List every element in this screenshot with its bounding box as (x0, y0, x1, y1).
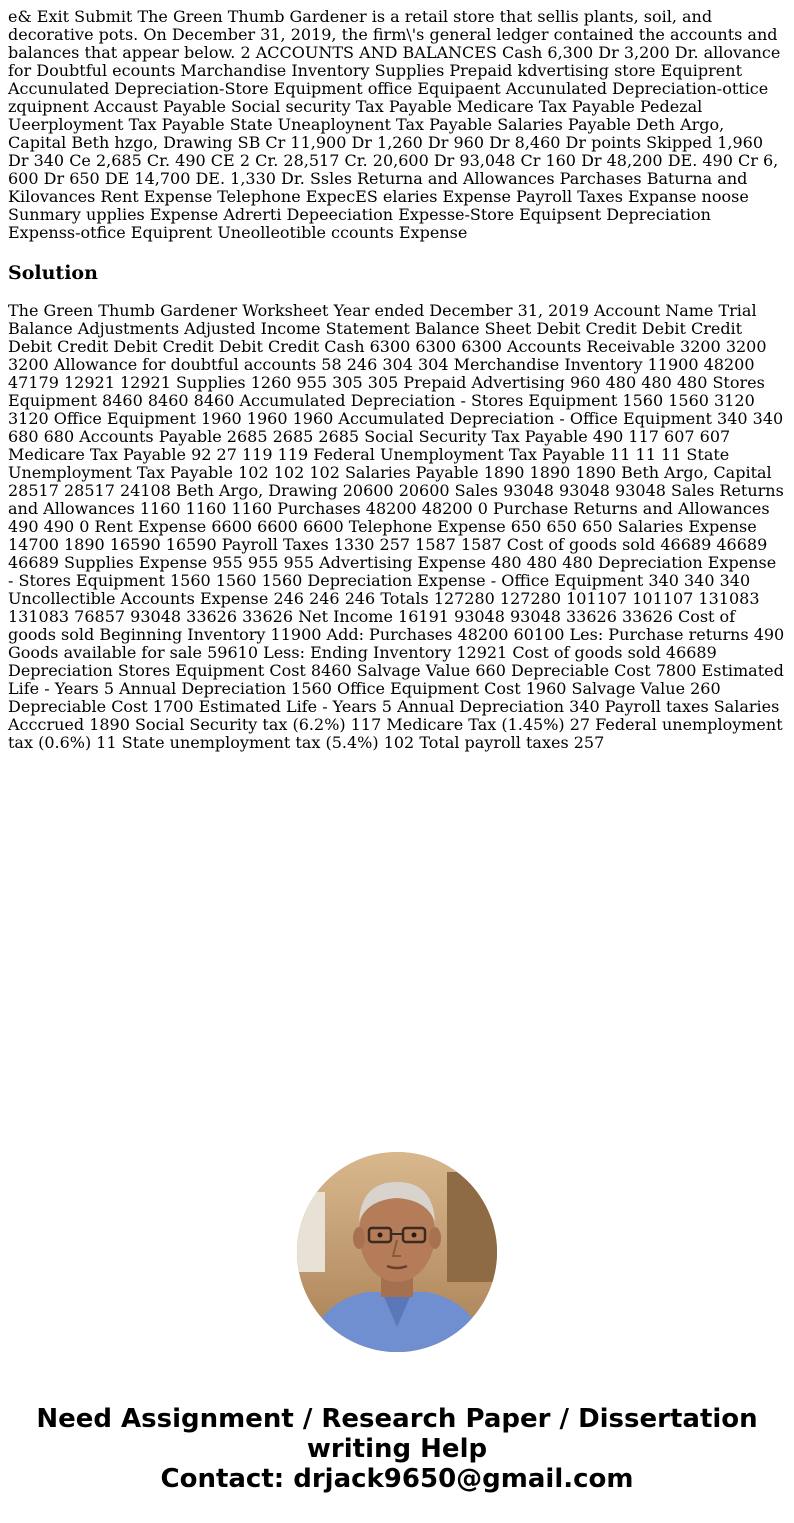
avatar-image (297, 1152, 497, 1352)
solution-heading: Solution (8, 262, 98, 284)
promo-banner (0, 1404, 794, 1494)
promo-contact: Contact: drjack9650@gmail.com (160, 1464, 634, 1494)
promo-line-1: Need Assignment / Research Paper / Dissertation (36, 1404, 758, 1434)
main-content (0, 0, 794, 752)
question-text: e& Exit Submit The Green Thumb Gardener is a retail store that sellis plants, soil, and decorative pots. On December 31, 2019, the firm\'s general ledger contained the accounts and balances that appear below. 2 ACCOUNTS AND BALANCES Cash 6,300 Dr 3,200 Dr. allovance for Doubtful ecounts Marchandise Inventory Supplies Prepaid kdvertising store Equiprent Accunulated Depreciation-Store Equipment office Equipaent Accunulated Depreciation-ottice zquipnent Accaust Payable Social security Tax Payable Medicare Tax Payable Pedezal Ueerployment Tax Payable State Uneaploynent Tax Payable Salaries Payable Deth Argo, Capital Beth hzgo, Drawing SB Cr 11,900 Dr 1,260 Dr 960 Dr 8,460 Dr points Skipped 1,960 Dr 340 Ce 2,685 Cr. 490 CE 2 Cr. 28,517 Cr. 20,600 Dr 93,048 Cr 160 Dr 48,200 DE. 490 Cr 6, 600 Dr 650 DE 14,700 DE. 1,330 Dr. Ssles Returna and Allowances Parchases Baturna and Kilovances Rent Expense Telephone ExpecES elaries Expense Payroll Taxes Expanse noose Sunmary upplies Expense Adrerti Depeeciation Expesse-Store Equipsent Depreciation Expenss-otfice Equiprent Uneolleotible ccounts Expense (8, 7, 781, 242)
solution-text: The Green Thumb Gardener Worksheet Year ended December 31, 2019 Account Name Trial Balance Adjustments Adjusted Income Statement Balance Sheet Debit Credit Debit Credit Debit Credit Debit Credit Debit Credit Cash 6300 6300 6300 Accounts Receivable 3200 3200 3200 Allowance for doubtful accounts 58 246 304 304 Merchandise Inventory 11900 48200 47179 12921 12921 Supplies 1260 955 305 305 Prepaid Advertising 960 480 480 480 Stores Equipment 8460 8460 8460 Accumulated Depreciation - Stores Equipment 1560 1560 3120 3120 Office Equipment 1960 1960 1960 Accumulated Depreciation - Office Equipment 340 340 680 680 Accounts Payable 2685 2685 2685 Social Security Tax Payable 490 117 607 607 Medicare Tax Payable 92 27 119 119 Federal Unemployment Tax Payable 11 11 11 State Unemployment Tax Payable 102 102 102 Salaries Payable 1890 1890 1890 Beth Argo, Capital 28517 28517 24108 Beth Argo, Drawing 20600 20600 Sales 93048 93048 93048 Sales Returns and Allowances 1160 1160 1160 Purchases 48200 48200 0 Purchase Returns and Allowances 490 490 0 Rent Expense 6600 6600 6600 Telephone Expense 650 650 650 Salaries Expense 14700 1890 16590 16590 Payroll Taxes 1330 257 1587 1587 Cost of goods sold 46689 46689 46689 Supplies Expense 955 955 955 Advertising Expense 480 480 480 Depreciation Expense - Stores Equipment 1560 1560 1560 Depreciation Expense - Office Equipment 340 340 340 Uncollectible Accounts Expense 246 246 246 Totals 127280 127280 101107 101107 131083 131083 76857 93048 33626 33626 Net Income 16191 93048 93048 33626 33626 Cost of goods sold Beginning Inventory 11900 Add: Purchases 48200 60100 Les: Purchase returns 490 Goods available for sale 59610 Less: Ending Inventory 12921 Cost of goods sold 46689 Depreciation Stores Equipment Cost 8460 Salvage Value 660 Depreciable Cost 7800 Estimated Life - Years 5 Annual Depreciation 1560 Office Equipment Cost 1960 Salvage Value 260 Depreciable Cost 1700 Estimated Life - Years 5 Annual Depreciation 340 Payroll taxes Salaries Acccrued 1890 Social Security tax (6.2%) 117 Medicare Tax (1.45%) 27 Federal unemployment tax (0.6%) 11 State unemployment tax (5.4%) 102 Total payroll taxes 257 (8, 301, 785, 752)
person-portrait-icon (297, 1152, 497, 1352)
promo-line-2: writing Help (306, 1434, 488, 1464)
